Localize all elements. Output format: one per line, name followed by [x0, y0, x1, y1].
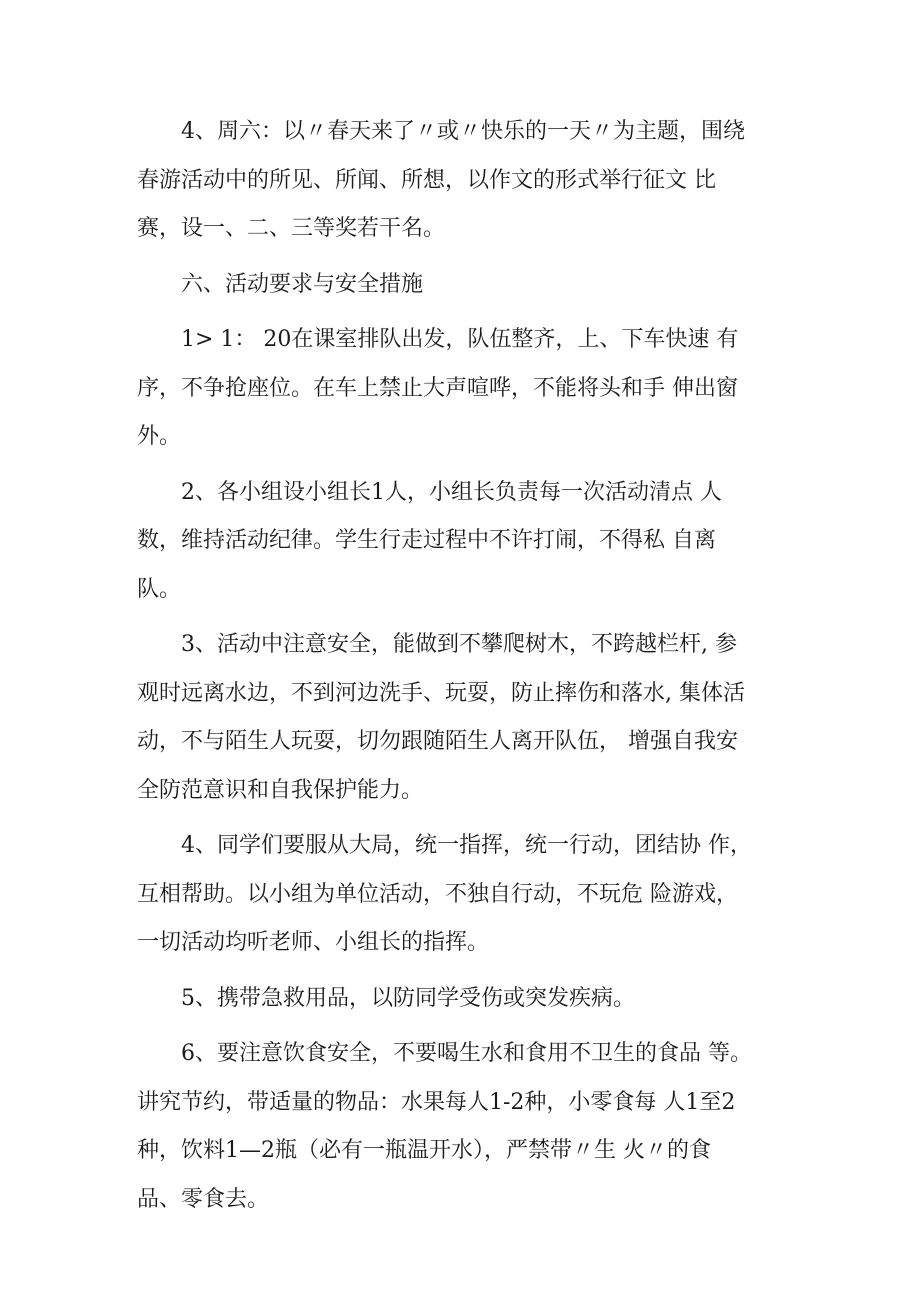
- paragraph-rule-5: [137, 975, 787, 1024]
- text-line: 5、携带急救用品，以防同学受伤或突发疾病。: [181, 985, 635, 1011]
- text-line: 互相帮助。以小组为单位活动，不独自行动，不玩危 险游戏，: [137, 881, 738, 907]
- text-line: 一切活动均听老师、小组长的指挥。: [137, 930, 490, 955]
- text-line: 2、各小组设小组长1人，小组长负责每一次活动清点 人: [181, 479, 722, 505]
- paragraph-rule-3: [137, 621, 787, 815]
- text-line: 队。: [137, 576, 182, 602]
- text-line: 种，饮料1—2瓶（必有一瓶温开水），严禁带〃生 火〃的食: [137, 1138, 711, 1163]
- paragraph-rule-6: [137, 1030, 787, 1224]
- text-line: 讲究节约，带适量的物品：水果每人1-2种，小零食每 人1至2: [137, 1089, 736, 1115]
- text-line: 观时远离水边，不到河边洗手、玩耍，防止摔伤和落水, 集体活: [137, 680, 745, 706]
- paragraph-rule-2: [137, 469, 787, 615]
- heading-line: 六、活动要求与安全措施: [181, 271, 424, 297]
- text-line: 6、要注意饮食安全，不要喝生水和食用不卫生的食品 等。: [181, 1041, 752, 1066]
- text-line: 动，不与陌生人玩耍，切勿跟随陌生人离开队伍， 增强自我安: [137, 729, 738, 754]
- document-body: [137, 108, 787, 1231]
- text-line: 4、周六：以〃春天来了〃或〃快乐的一天〃为主题，围绕: [181, 119, 745, 144]
- text-line: 序，不争抢座位。在车上禁止大声喧哗，不能将头和手 伸出窗: [137, 375, 738, 401]
- text-line: 1> 1： 20在课室排队出发，队伍整齐，上、下车快速 有: [181, 327, 739, 352]
- text-line: 3、活动中注意安全，能做到不攀爬树木，不跨越栏杆, 参: [181, 632, 737, 657]
- text-line: 4、同学们要服从大局，统一指挥，统一行动，团结协 作，: [181, 833, 752, 858]
- paragraph-saturday-essay: [137, 108, 787, 254]
- text-line: 春游活动中的所见、所闻、所想，以作文的形式举行征文 比: [137, 167, 716, 193]
- text-line: 品、零食去。: [137, 1186, 270, 1212]
- paragraph-rule-4: [137, 822, 787, 968]
- section-heading-requirements: [137, 261, 787, 310]
- text-line: 全防范意识和自我保护能力。: [137, 777, 424, 803]
- text-line: 赛，设一、二、三等奖若干名。: [137, 216, 446, 241]
- paragraph-rule-1: [137, 316, 787, 462]
- text-line: 外。: [137, 424, 182, 449]
- text-line: 数，维持活动纪律。学生行走过程中不许打闹，不得私 自离: [137, 528, 716, 553]
